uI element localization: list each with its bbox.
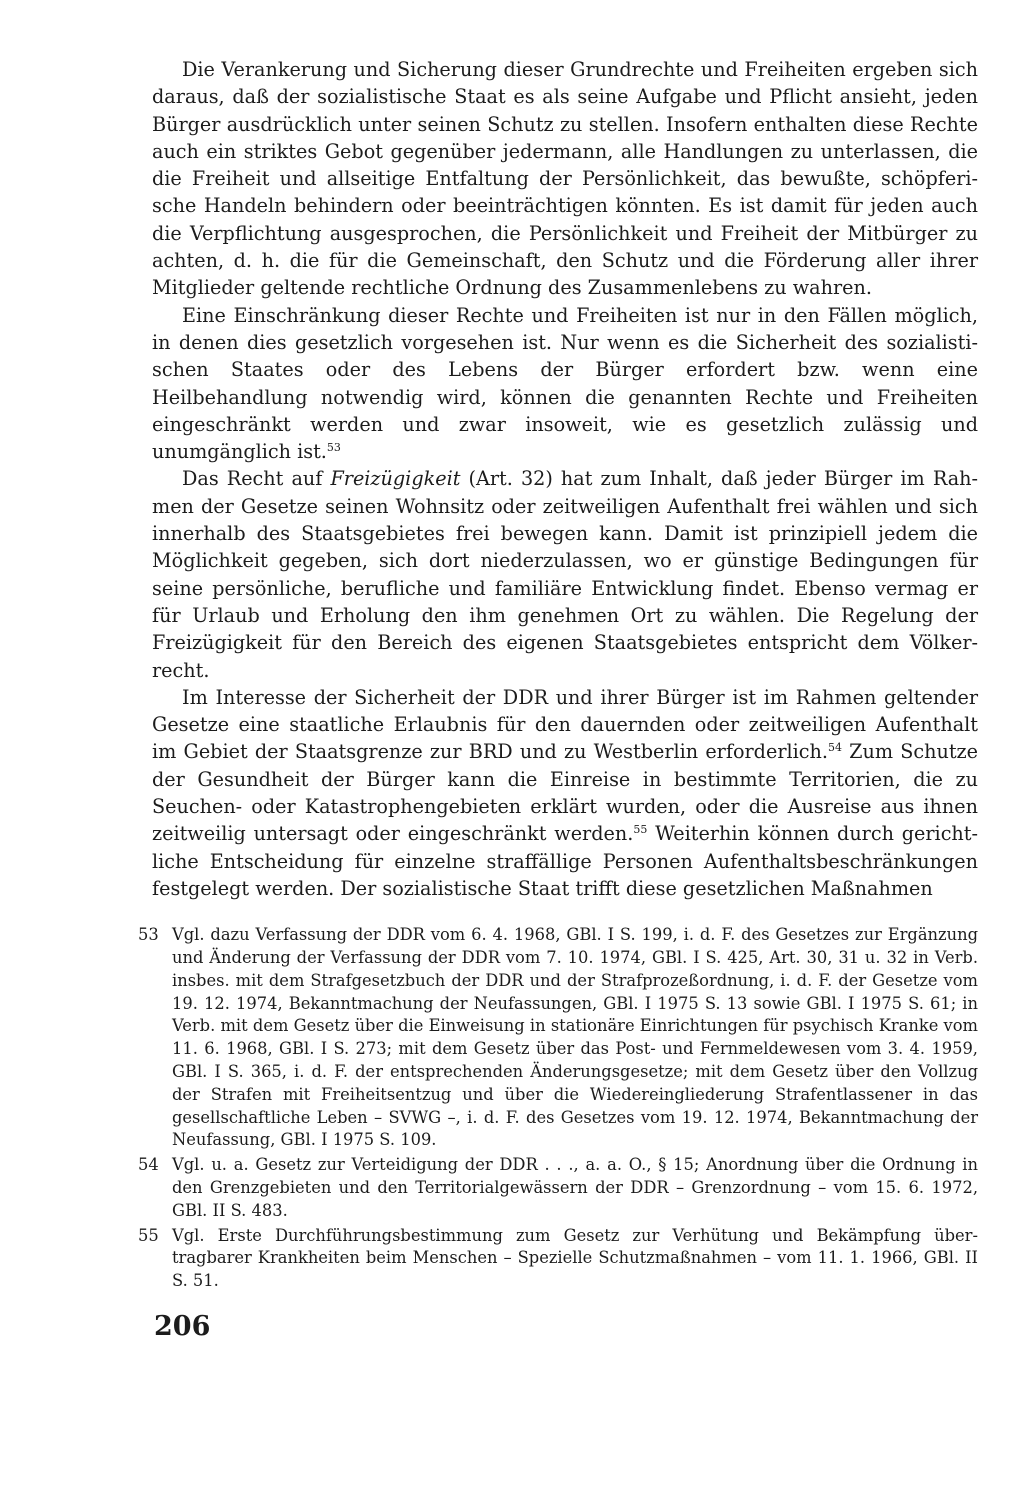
footnote-number: 53 [138,925,159,945]
paragraph [152,465,978,683]
footnote-reference-54[interactable]: 54 [827,741,842,755]
page-number: 206 [154,1311,211,1342]
body-text [152,56,978,902]
footnote-55 [138,1225,978,1293]
footnote-reference-53[interactable]: 53 [326,441,341,455]
paragraph [152,684,978,902]
footnote-text: Vgl. u. a. Gesetz zur Verteidigung der DDR . . ., a. a. O., § 15; Anordnung über die Ordnung in den Grenzgebieten und den Territorialgewässern der DDR – Grenzordnung – vom 15. 6. 1972, GBl. II S. 483. [172,1155,978,1220]
footnote-number: 55 [138,1225,159,1245]
paragraph [152,302,978,466]
footnote-text: Vgl. dazu Verfassung der DDR vom 6. 4. 1968, GBl. I S. 199, i. d. F. des Gesetzes zur Ergänzung und Änderung der Verfassung der DDR vom 7. 10. 1974, GBl. I S. 425, Art. 30, 31 u. 32 in Verb. insbes. mit dem Strafgesetzbuch der DDR und der Strafprozeßordnung, i. d. F. der Gesetze vom 19. 12. 1974, Bekanntmachung der Neufassungen, GBl. I 1975 S. 13 sowie GBl. I 1975 S. 61; in Verb. mit dem Gesetz über die Einweisung in stationäre Einrichtungen für psychisch Kranke vom 11. 6. 1968, GBl. I S. 273; mit dem Gesetz über das Post- und Fernmeldewesen vom 3. 4. 1959, GBl. I S. 365, i. d. F. der entsprechenden Änderungsgesetze; mit dem Gesetz über den Vollzug der Strafen mit Freiheitsentzug und über die Wiedereingliederung Strafentlassener in das gesellschaftliche Leben – SVWG –, i. d. F. des Gesetzes vom 19. 12. 1974, Bekanntmachung der Neufassung, GBl. I 1975 S. 109. [172,925,978,1150]
document-page [138,56,978,1295]
footnote-54 [138,1154,978,1222]
paragraph-text: Im Interesse der Sicherheit der DDR und ihrer Bürger ist im Rahmen geltender Gesetze eine staatliche Erlaubnis für den dauernden oder zeitweiligen Aufenthalt im Gebiet der Staatsgrenze zur BRD und zu Westberlin erforderlich. [152,685,978,764]
footnotes-section [138,924,978,1293]
paragraph-text: Weiterhin können durch gerichtliche Entscheidung für einzelne straffällige Personen Aufenthaltsbeschränkungen festgelegt werden. Der sozialistische Staat trifft diese gesetzlichen Maßnahmen [152,822,978,900]
paragraph-text: Die Verankerung und Sicherung dieser Grundrechte und Freiheiten ergeben sich daraus, daß der sozialistische Staat es als seine Aufgabe und Pflicht ansieht, jeden Bürger ausdrücklich unter seinen Schutz zu stellen. Insofern enthalten diese Rechte auch ein striktes Gebot gegenüber jedermann, alle Handlungen zu unterlassen, die die Freiheit und allseitige Entfaltung der Persönlichkeit, das bewußte, schöpferische Handeln behindern oder beeinträchtigen könnten. Es ist damit für jeden auch die Verpflichtung ausgesprochen, die Persönlichkeit und Freiheit der Mitbürger zu achten, d. h. die für die Gemeinschaft, den Schutz und die Förderung aller ihrer Mitglieder geltende rechtliche Ordnung des Zusammenlebens zu wahren. [152,58,978,300]
emphasized-term: Freizügigkeit [330,467,461,491]
paragraph [152,56,978,302]
paragraph-text: Das Recht auf [182,467,331,491]
paragraph-text: (Art. 32) hat zum Inhalt, daß jeder Bürger im Rahmen der Gesetze seinen Wohnsitz oder zeitweiligen Aufenthalt frei wählen und sich innerhalb des Staatsgebietes frei bewegen kann. Damit ist prinzipiell jedem die Möglichkeit gegeben, sich dort niederzulassen, wo er günstige Bedingungen für seine persönliche, berufliche und familiäre Entwicklung findet. Ebenso vermag er für Urlaub und Erholung den ihm genehmen Ort zu wählen. Die Regelung der Freizügigkeit für den Bereich des eigenen Staatsgebietes entspricht dem Völkerrecht. [152,467,978,682]
footnote-text: Vgl. Erste Durchführungsbestimmung zum Gesetz zur Verhütung und Bekämpfung übertragbarer Krankheiten beim Menschen – Spezielle Schutzmaßnahmen – vom 11. 1. 1966, GBl. II S. 51. [172,1225,978,1291]
footnote-reference-55[interactable]: 55 [633,823,648,837]
paragraph-text: Eine Einschränkung dieser Rechte und Freiheiten ist nur in den Fällen möglich, in denen dies gesetzlich vorgesehen ist. Nur wenn es die Sicherheit des sozialistischen Staates oder des Lebens der Bürger erfordert bzw. wenn eine Heilbehandlung notwendig wird, können die genannten Rechte und Freiheiten eingeschränkt werden und zwar insoweit, wie es gesetzlich zulässig und unumgänglich ist. [152,303,978,464]
footnote-53 [138,924,978,1152]
footnote-number: 54 [138,1155,159,1175]
paragraph-text: Zum Schutze der Gesundheit der Bürger kann die Einreise in bestimmte Territorien, die zu Seuchen- oder Katastrophengebieten erklärt wurden, oder die Ausreise aus ihnen zeitweilig untersagt oder eingeschränkt werden. [152,740,978,846]
